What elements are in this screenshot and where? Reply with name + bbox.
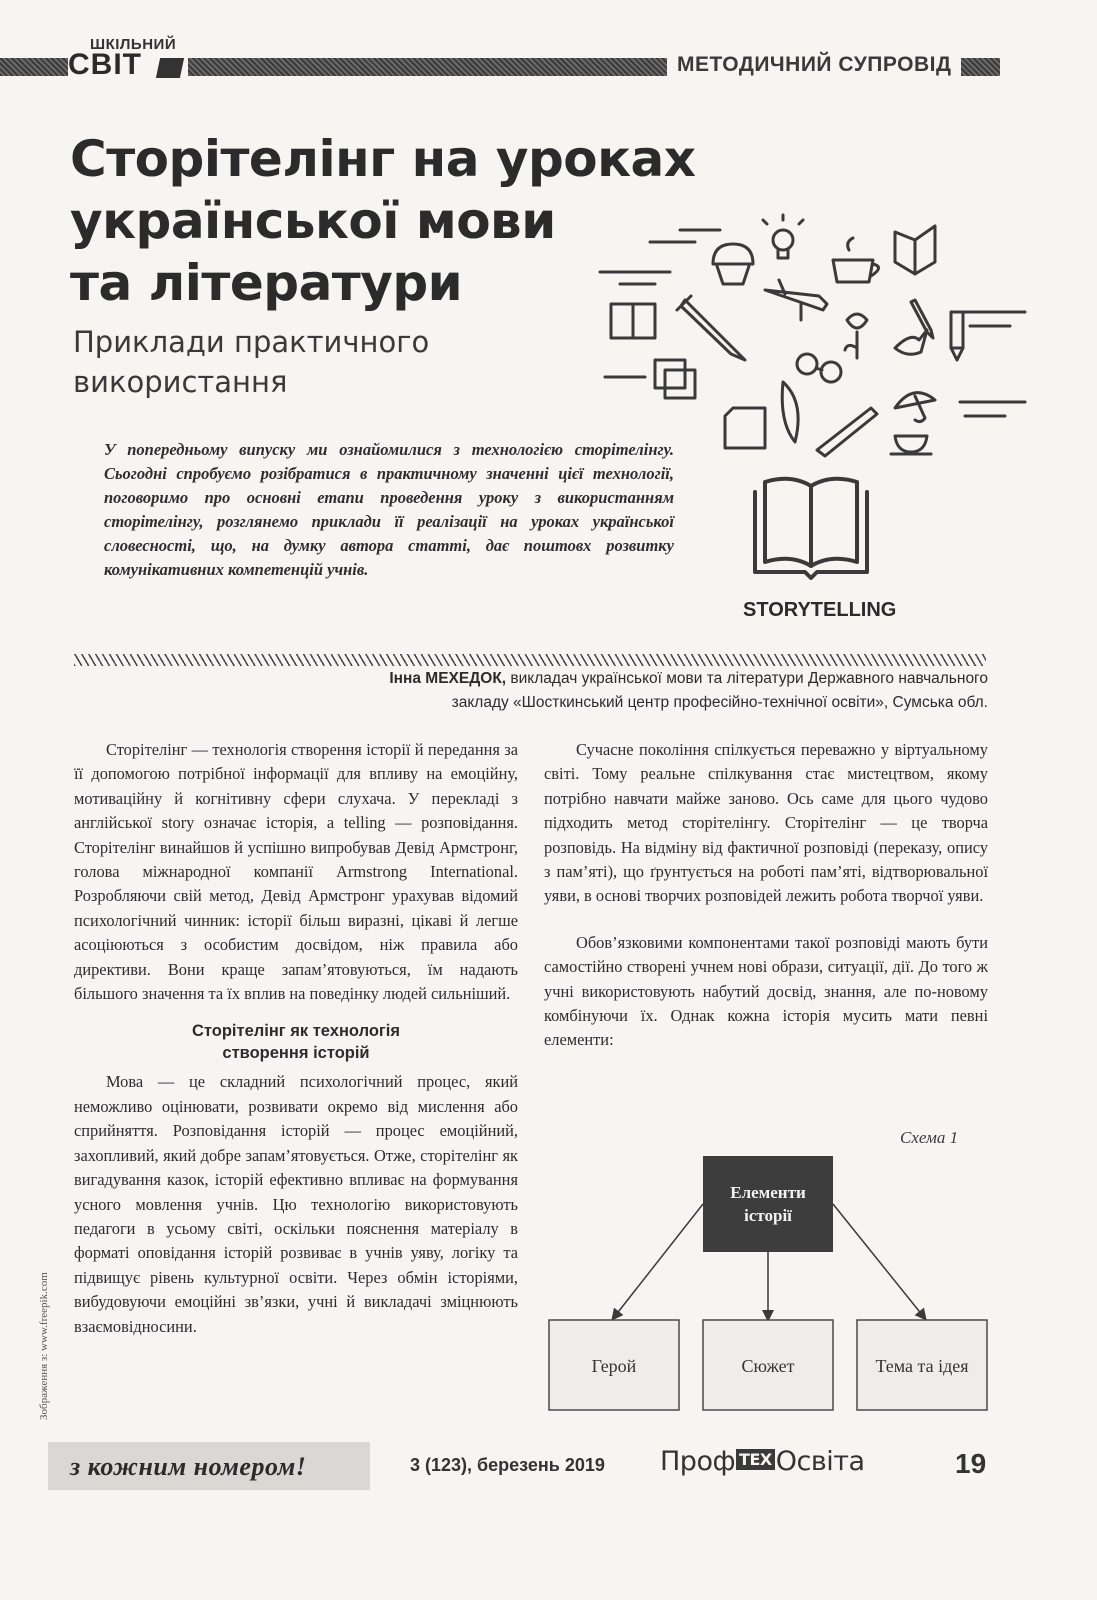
quill-pen-icon <box>817 408 877 456</box>
title-line: та літератури <box>70 254 463 312</box>
subtitle-line: використання <box>73 365 288 399</box>
open-book-icon <box>755 479 867 578</box>
cupcake-icon <box>713 244 753 284</box>
footer-slogan: з кожним номером! <box>70 1452 307 1481</box>
article-subtitle <box>73 322 593 402</box>
document-icon <box>725 408 765 448</box>
paragraph: Сторітелінг — технологія створення історії й передання за її допомогою потрібної інформації для впливу на емоційну, мотиваційну й когнітивну сфери слухача. У перекладі з англійської story означає історія, а telling — розповідання. Сторітелінг винайшов й успішно випробував Девід Армстронг, голова міжнародної компанії Armstrong International. Розробляючи свій метод, Девід Армстронг урахував відомий психологічний чинник: історії більш виразні, цікаві й легше асоціюються з особистим досвідом, ніж правила або директиви. Вони краще запам’ятовуються, їм надають більшого значення та їх вплив на поведінку людей сильніший. <box>74 740 518 1004</box>
magazine-name-part: Освіта <box>775 1446 865 1477</box>
airplane-icon <box>765 280 827 320</box>
teacup-icon <box>891 436 931 454</box>
page-number: 19 <box>955 1448 987 1479</box>
glasses-icon <box>797 354 841 382</box>
diagram-child-label: Тема та ідея <box>875 1356 969 1376</box>
diagram-child-label: Сюжет <box>741 1356 795 1376</box>
paragraph: Обов’язковими компонентами такої розповіді мають бути самостійно створені учнем нові образи, ситуації, дії. До того ж учні використовують набутий досвід, знання, але по-новому комбінуючи їх. Однак кожна історія мусить мати певні елементи: <box>544 932 988 1050</box>
diagram-root-label: Елементи <box>730 1183 806 1202</box>
fountain-pen-icon <box>951 312 963 360</box>
diagram-root-node <box>703 1156 833 1252</box>
issue-info: 3 (123), березень 2019 <box>410 1455 605 1475</box>
author-position: викладач української мови та літератури Державного навчального <box>506 670 988 687</box>
title-line: Сторітелінг на уроках <box>70 130 696 188</box>
separator-line <box>74 654 986 666</box>
book-icon <box>895 226 935 274</box>
section-label: МЕТОДИЧНИЙ СУПРОВІД <box>667 50 961 80</box>
logo-small-text: ШКІЛЬНИЙ <box>90 36 177 53</box>
diagram-root-label: історії <box>744 1206 792 1225</box>
subtitle-line: Приклади практичного <box>73 325 430 359</box>
magazine-name-badge: ТЕХ <box>736 1449 775 1470</box>
image-credit <box>38 1240 58 1420</box>
diagram-arrow <box>615 1204 703 1316</box>
feather-icon <box>782 382 798 442</box>
illustration-caption: STORYTELLING <box>743 599 897 621</box>
magazine-name <box>660 1446 865 1482</box>
magazine-name-part: Проф <box>660 1446 736 1477</box>
author-institution: закладу «Шосткинський центр професійно-технічної освіти», Сумська обл. <box>451 694 988 711</box>
heading-line: Сторітелінг як технологія <box>191 1022 400 1041</box>
story-elements-diagram <box>545 1148 995 1428</box>
magazine-logo <box>68 34 188 84</box>
scheme-label: Схема 1 <box>900 1128 959 1147</box>
author-name: Інна МЕХЕДОК, <box>389 670 507 687</box>
sticky-notes-icon <box>655 360 695 398</box>
bird-icon <box>895 330 927 354</box>
right-column <box>544 738 988 1053</box>
section-heading <box>74 1020 518 1064</box>
author-byline <box>250 667 988 715</box>
storytelling-illustration <box>595 212 1035 632</box>
article-lead: У попередньому випуску ми ознайомилися з технологією сторітелінгу. Сьогодні спробуємо розібратися в практичному значенні цієї технології, поговоримо про основні етапи проведення уроку з використанням сторітелінгу, розглянемо приклади її реалізації на уроках української словесності, що, на думку автора статті, дає поштовх розвитку комунікативних компетенцій учнів. <box>104 440 674 579</box>
coffee-cup-icon <box>833 238 879 282</box>
left-column <box>74 738 518 1339</box>
flower-icon <box>845 314 867 358</box>
logo-main-text: СВІТ <box>68 48 142 81</box>
logo-flag-icon <box>156 58 184 78</box>
diagram-arrow <box>833 1204 923 1316</box>
pencil-icon <box>677 296 745 360</box>
image-credit-text: Зображення з: www.freepik.com <box>38 1272 50 1420</box>
pen-icon <box>911 300 933 338</box>
diagram-child-label: Герой <box>591 1356 637 1376</box>
heading-line: створення історій <box>222 1044 370 1063</box>
paragraph: Мова — це складний психологічний процес, який неможливо оцінювати, розвивати окремо від мислення або сприйняття. Розповідання історій — процес емоційний, захопливий, який добре запам’ятовується. Отже, сторітелінг як вигадування казок, історій ефективно впливає на формування усного мовлення учнів. Цю технологію використовують педагоги в усьому світі, оскільки пояснення матеріалу в форматі оповідання історій розвиває в учнів уяву, логіку та підвищує рівень культурної освіти. Через обмін історіями, вибудовуючи емоційні зв’язки, учні й викладачі зміцнюють взаємовідносини. <box>74 1072 518 1336</box>
umbrella-icon <box>895 393 935 422</box>
title-line: української мови <box>70 192 556 250</box>
paragraph: Сучасне покоління спілкується переважно у віртуальному світі. Тому реальне спілкування стає мистецтвом, якому потрібно навчати майже заново. Ось саме для цього чудово підходить метод сторітелінгу. Сторітелінг — це творча розповідь. На відміну від фактичної розповіді (переказу, опису з пам’яті), що ґрунтується на роботі пам’яті, відтворювальної уяви, в основі творчих розповідей лежить робота творчої уяви. <box>544 740 988 906</box>
lightbulb-icon <box>763 215 803 258</box>
